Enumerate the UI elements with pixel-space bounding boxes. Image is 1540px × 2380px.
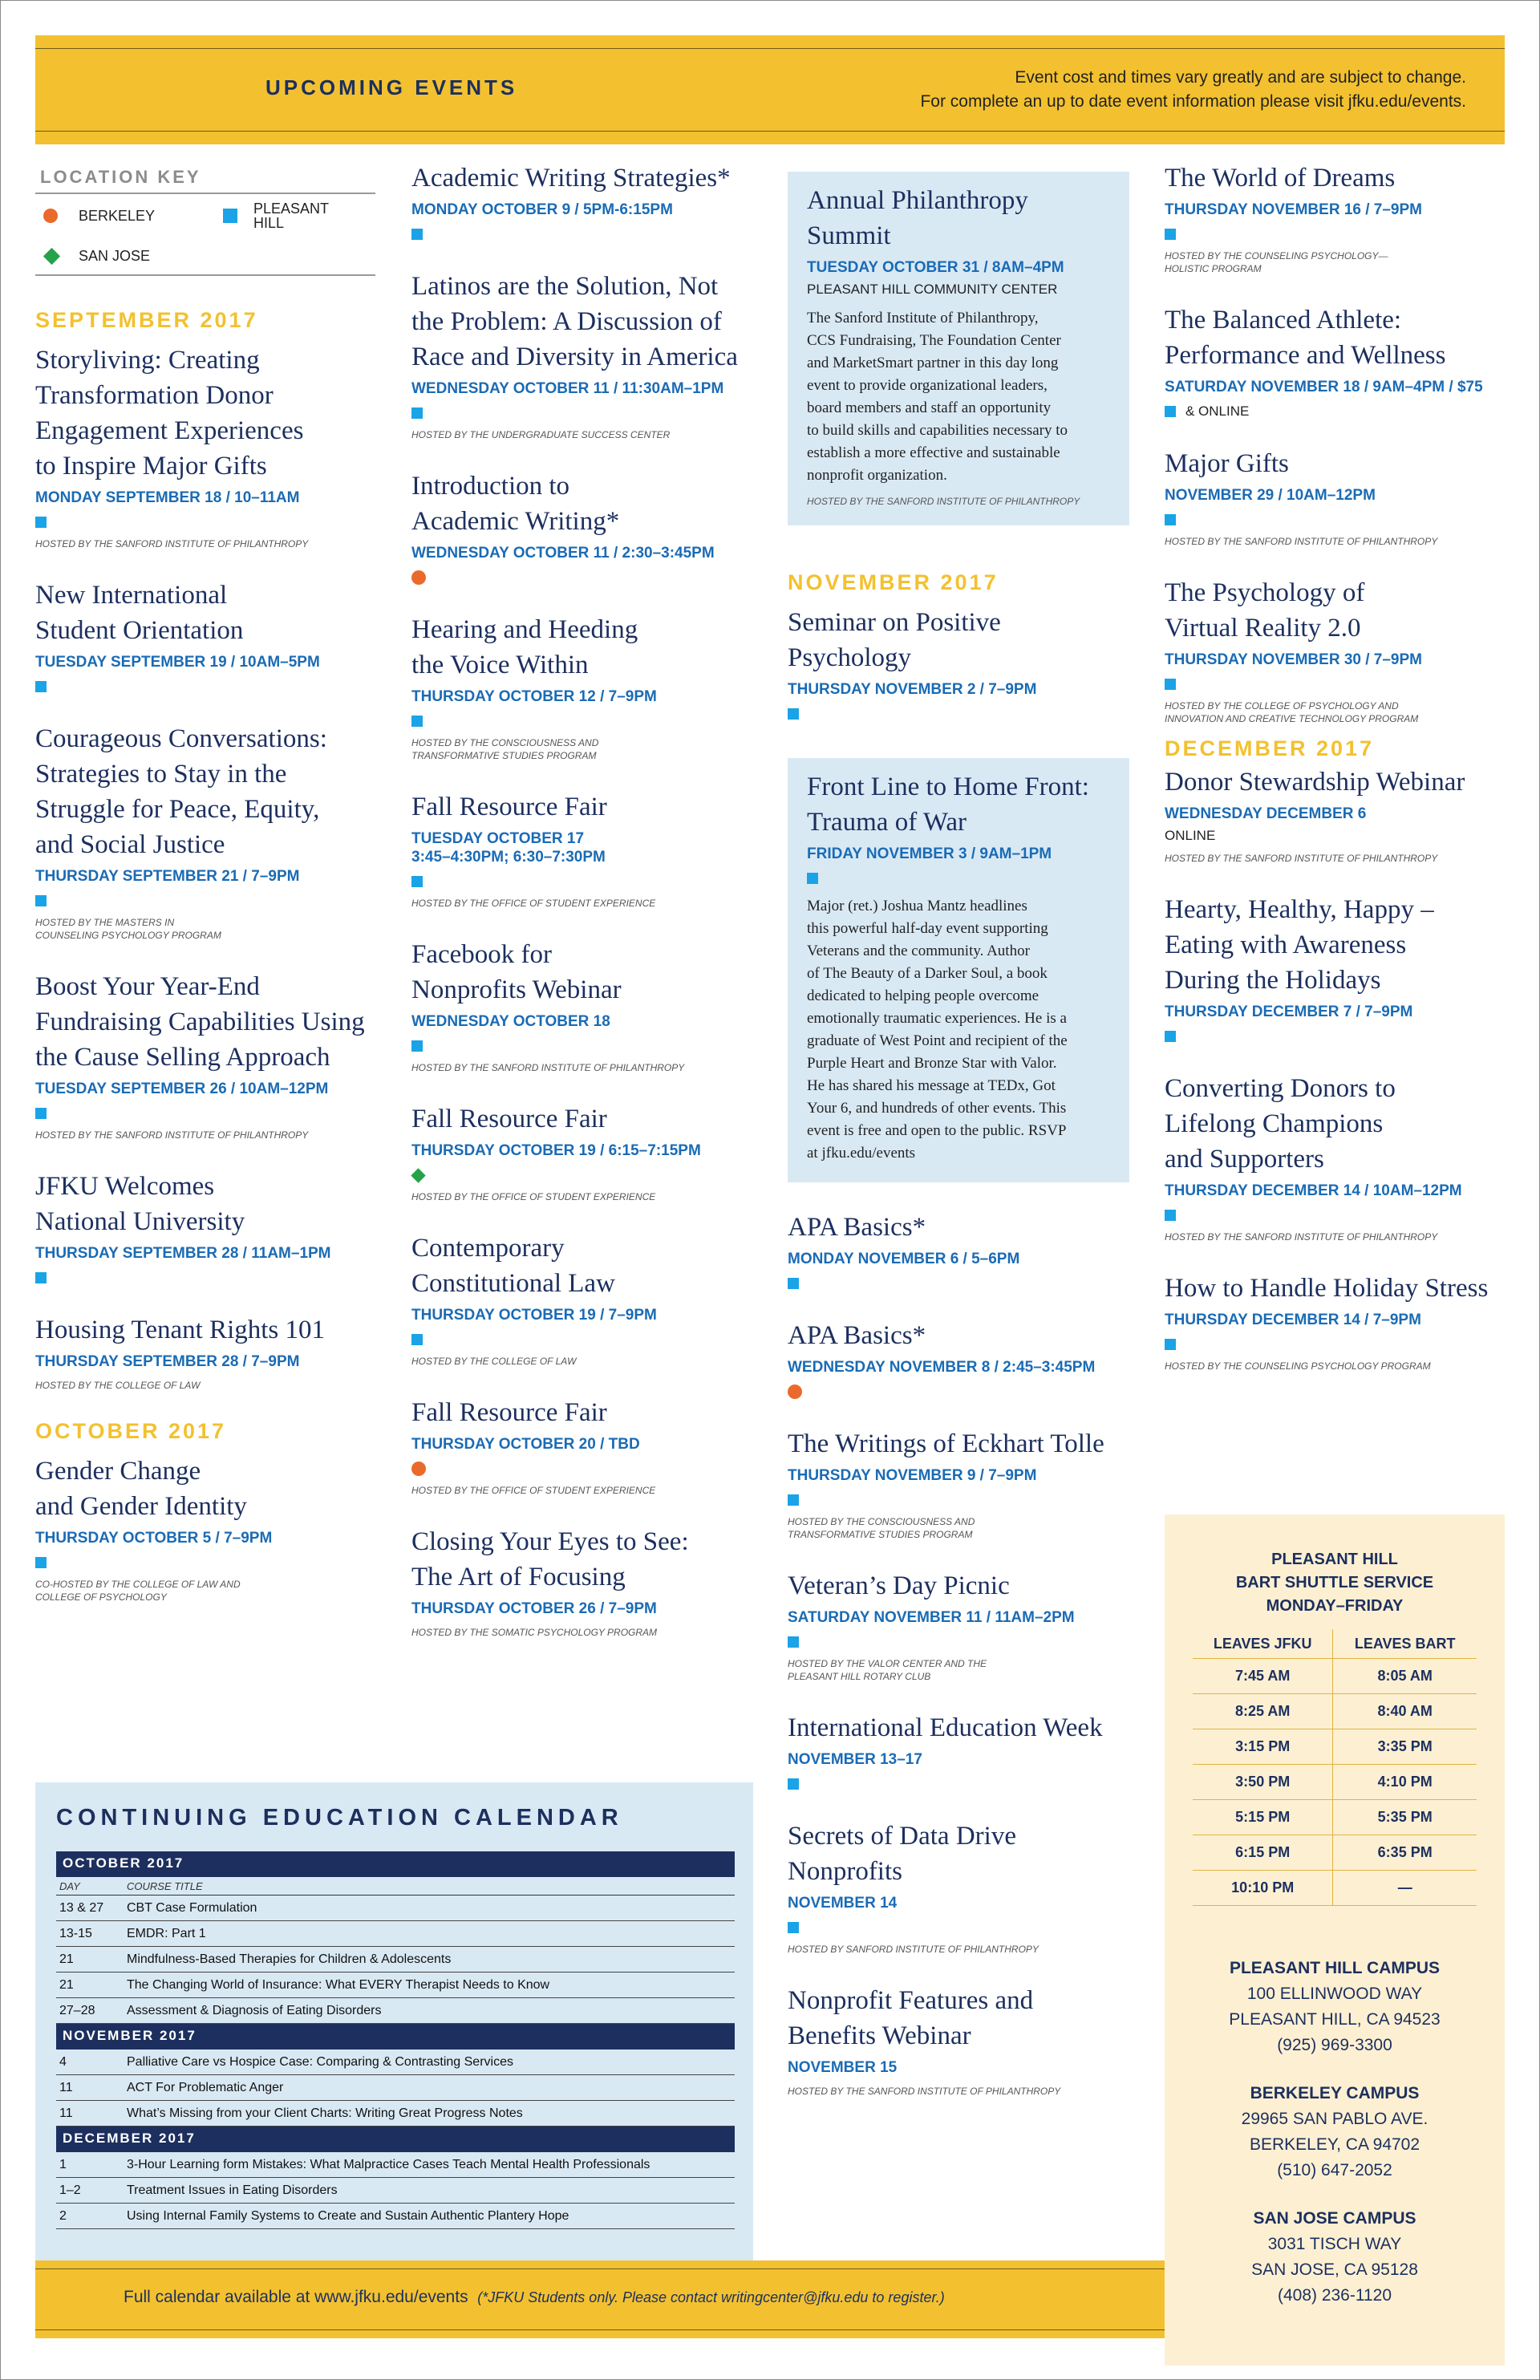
event-title: The World of Dreams — [1165, 164, 1396, 193]
event-item — [35, 1312, 388, 1392]
table-row — [1193, 1835, 1477, 1871]
event-host: HOSTED BY THE UNDERGRADUATE SUCCESS CENTER — [411, 429, 671, 440]
event-host: HOSTED BY THE SANFORD INSTITUTE OF PHILANTHROPY — [1165, 853, 1438, 864]
event-title: Fall Resource Fair — [411, 793, 607, 821]
table-row — [56, 2050, 735, 2075]
event-title: Veteran’s Day Picnic — [788, 1571, 1010, 1600]
event-title: Boost Your Year-End Fundraising Capabilities Using the Cause Selling Approach — [35, 972, 365, 1072]
event-title: The Writings of Eckhart Tolle — [788, 1429, 1104, 1458]
leaves-bart-time: 4:10 PM — [1333, 1765, 1477, 1800]
course-day: 21 — [59, 1952, 74, 1966]
table-row — [1193, 1800, 1477, 1835]
event-title: Facebook for Nonprofits Webinar — [411, 940, 622, 1004]
event-item — [1165, 1071, 1505, 1243]
events-column-2 — [411, 160, 764, 1666]
pleasant-hill-icon — [411, 407, 423, 419]
pleasant-hill-icon — [788, 1636, 799, 1648]
event-date: THURSDAY DECEMBER 14 / 10AM–12PM — [1165, 1182, 1462, 1199]
course-day: 13 & 27 — [59, 1900, 104, 1915]
event-date: THURSDAY SEPTEMBER 28 / 7–9PM — [35, 1353, 300, 1370]
pleasant-hill-icon — [35, 1108, 47, 1119]
leaves-bart-time: 8:40 AM — [1333, 1694, 1477, 1729]
event-title: Secrets of Data Drive Nonprofits — [788, 1822, 1016, 1886]
event-date: WEDNESDAY OCTOBER 18 — [411, 1013, 610, 1030]
event-item — [411, 937, 764, 1074]
event-host: HOSTED BY THE CONSCIOUSNESS AND TRANSFORMATIVE STUDIES PROGRAM — [411, 737, 599, 761]
event-host: HOSTED BY THE COLLEGE OF LAW — [411, 1356, 577, 1367]
event-title: APA Basics* — [788, 1213, 926, 1242]
course-title: What’s Missing from your Client Charts: Writing Great Progress Notes — [127, 2106, 523, 2120]
event-date: SATURDAY NOVEMBER 11 / 11AM–2PM — [788, 1609, 1075, 1626]
table-row — [1193, 1871, 1477, 1906]
event-host: HOSTED BY THE OFFICE OF STUDENT EXPERIENCE — [411, 898, 656, 909]
online-label: & ONLINE — [1185, 403, 1250, 419]
table-row — [1193, 1729, 1477, 1765]
event-date: NOVEMBER 14 — [788, 1895, 898, 1912]
event-item — [788, 1426, 1129, 1541]
event-venue: ONLINE — [1165, 828, 1216, 843]
header-bar — [35, 35, 1505, 144]
event-date: SATURDAY NOVEMBER 18 / 9AM–4PM / $75 — [1165, 379, 1483, 395]
leaves-jfku-time: 5:15 PM — [1193, 1800, 1333, 1835]
event-date: THURSDAY OCTOBER 20 / TBD — [411, 1436, 640, 1453]
footer-text — [124, 2288, 945, 2307]
event-date: THURSDAY OCTOBER 26 / 7–9PM — [411, 1600, 657, 1617]
event-item — [411, 468, 764, 585]
pleasant-hill-icon — [807, 873, 818, 884]
course-title: Treatment Issues in Eating Disorders — [127, 2183, 338, 2197]
table-row — [56, 1921, 735, 1947]
course-day: 11 — [59, 2106, 73, 2120]
event-title: Hearing and Heeding the Voice Within — [411, 615, 638, 679]
pleasant-hill-icon — [788, 1922, 799, 1933]
table-row — [56, 1895, 735, 1921]
berkeley-label: BERKELEY — [79, 207, 156, 224]
calendar-link[interactable]: Full calendar available at www.jfku.edu/events — [124, 2288, 468, 2306]
pleasant-hill-icon — [411, 229, 423, 240]
pleasant-hill-icon — [788, 1778, 799, 1790]
pleasant-hill-icon — [1165, 406, 1176, 417]
event-host: HOSTED BY THE SOMATIC PSYCHOLOGY PROGRAM — [411, 1627, 658, 1638]
event-item — [411, 1395, 764, 1497]
course-day: 13-15 — [59, 1926, 92, 1940]
event-host: HOSTED BY THE VALOR CENTER AND THE PLEASANT HILL ROTARY CLUB — [788, 1658, 987, 1682]
campus-address: SAN JOSE CAMPUS 3031 TISCH WAY SAN JOSE, CA 95128 (408) 236-1120 — [1165, 2206, 1505, 2309]
pleasant-hill-icon — [411, 1334, 423, 1345]
pleasant-hill-icon — [788, 1278, 799, 1289]
event-date: NOVEMBER 13–17 — [788, 1751, 922, 1768]
event-item — [411, 1101, 764, 1203]
location-key-title: LOCATION KEY — [35, 160, 375, 194]
month-heading: SEPTEMBER 2017 — [35, 308, 258, 332]
divider — [35, 2329, 1165, 2330]
berkeley-icon — [411, 570, 426, 585]
event-date: MONDAY OCTOBER 9 / 5PM-6:15PM — [411, 201, 673, 218]
event-title: Fall Resource Fair — [411, 1398, 607, 1427]
pleasant-hill-icon — [35, 895, 47, 906]
event-title: Annual Philanthropy Summit — [807, 186, 1028, 250]
event-item — [1165, 160, 1505, 275]
table-header-row — [1193, 1629, 1477, 1659]
event-date: WEDNESDAY OCTOBER 11 / 2:30–3:45PM — [411, 545, 715, 562]
event-date: THURSDAY NOVEMBER 2 / 7–9PM — [788, 681, 1037, 698]
featured-event-box — [788, 758, 1129, 1182]
event-item — [411, 1231, 764, 1368]
event-date: THURSDAY OCTOBER 19 / 7–9PM — [411, 1307, 657, 1324]
pleasant-hill-icon — [1165, 679, 1176, 690]
event-title: The Psychology of Virtual Reality 2.0 — [1165, 578, 1365, 643]
berkeley-icon — [411, 1462, 426, 1476]
event-title: How to Handle Holiday Stress — [1165, 1274, 1489, 1303]
month-heading: DECEMBER 2017 — [1165, 736, 1375, 760]
event-date: TUESDAY OCTOBER 31 / 8AM–4PM — [807, 259, 1064, 276]
course-day: 27–28 — [59, 2003, 95, 2017]
event-item — [411, 1524, 764, 1639]
event-item — [35, 969, 388, 1141]
event-description: Major (ret.) Joshua Mantz headlines this powerful half-day event supporting Veterans and the community. Author of The Beauty of a Darker Soul, a book dedicated to helping people overcome emotionally traumatic experiences. He is a graduate of West Point and recipient of the Purple Heart and Bronze Star with Valor. He has shared his message at TEDx, Got Your 6, and hundreds of other events. This event is free and open to the public. RSVP at jfku.edu/events — [807, 898, 1068, 1162]
pleasant-hill-icon — [411, 876, 423, 887]
event-date: NOVEMBER 15 — [788, 2059, 898, 2076]
event-host: HOSTED BY THE COLLEGE OF LAW — [35, 1380, 201, 1391]
event-item — [35, 721, 388, 942]
event-date: THURSDAY OCTOBER 12 / 7–9PM — [411, 688, 657, 705]
divider — [35, 131, 1505, 132]
table-row — [56, 2178, 735, 2204]
continuing-education-calendar — [35, 1782, 753, 2260]
divider — [35, 48, 1505, 49]
event-venue: PLEASANT HILL COMMUNITY CENTER — [807, 282, 1058, 297]
event-item — [1165, 1271, 1505, 1372]
event-date: THURSDAY SEPTEMBER 28 / 11AM–1PM — [35, 1245, 331, 1262]
campus-address: PLEASANT HILL CAMPUS 100 ELLINWOOD WAY PLEASANT HILL, CA 94523 (925) 969-3300 — [1165, 1956, 1505, 2058]
course-title: Palliative Care vs Hospice Case: Comparing & Contrasting Services — [127, 2054, 513, 2069]
course-day: 1 — [59, 2157, 67, 2171]
event-date: THURSDAY NOVEMBER 16 / 7–9PM — [1165, 201, 1422, 218]
event-date: NOVEMBER 29 / 10AM–12PM — [1165, 487, 1376, 504]
campus-name: PLEASANT HILL CAMPUS — [1229, 1959, 1441, 1977]
shuttle-title: PLEASANT HILL BART SHUTTLE SERVICE MONDAY–FRIDAY — [1235, 1551, 1434, 1615]
event-host: HOSTED BY THE COUNSELING PSYCHOLOGY PROGRAM — [1165, 1360, 1431, 1372]
pleasant-hill-icon — [35, 517, 47, 528]
column-header: LEAVES BART — [1333, 1629, 1477, 1659]
event-title: Seminar on Positive Psychology — [788, 608, 1001, 672]
calendar-table — [56, 1851, 735, 2229]
events-column-3 — [788, 172, 1129, 2125]
event-title: Front Line to Home Front: Trauma of War — [807, 772, 1089, 837]
event-host: HOSTED BY THE SANFORD INSTITUTE OF PHILANTHROPY — [35, 538, 309, 549]
event-date: WEDNESDAY DECEMBER 6 — [1165, 805, 1367, 822]
campus-address: BERKELEY CAMPUS 29965 SAN PABLO AVE. BERKELEY, CA 94702 (510) 647-2052 — [1165, 2081, 1505, 2183]
leaves-jfku-time: 3:50 PM — [1193, 1765, 1333, 1800]
event-item — [1165, 575, 1505, 725]
event-title: Hearty, Healthy, Happy – Eating with Awareness During the Holidays — [1165, 895, 1434, 995]
pleasant-hill-icon — [1165, 1210, 1176, 1221]
leaves-jfku-time: 3:15 PM — [1193, 1729, 1333, 1765]
event-title: Contemporary Constitutional Law — [411, 1234, 615, 1298]
table-row — [56, 1947, 735, 1973]
event-title: Closing Your Eyes to See: The Art of Focusing — [411, 1527, 689, 1591]
calendar-column-header: DAY COURSE TITLE — [56, 1877, 735, 1895]
page-title: UPCOMING EVENTS — [265, 75, 518, 99]
table-row — [1193, 1694, 1477, 1729]
event-title: New International Student Orientation — [35, 581, 244, 645]
pleasant-hill-icon — [35, 681, 47, 692]
pleasant-hill-icon — [1165, 1031, 1176, 1042]
event-host: HOSTED BY THE OFFICE OF STUDENT EXPERIENCE — [411, 1485, 656, 1496]
course-title: 3-Hour Learning form Mistakes: What Malpractice Cases Teach Mental Health Professionals — [127, 2157, 650, 2171]
leaves-jfku-time: 7:45 AM — [1193, 1659, 1333, 1694]
leaves-bart-time: 5:35 PM — [1333, 1800, 1477, 1835]
event-title: Housing Tenant Rights 101 — [35, 1316, 326, 1344]
campus-name: BERKELEY CAMPUS — [1250, 2084, 1420, 2102]
event-item — [807, 769, 1110, 1165]
event-title: Storyliving: Creating Transformation Donor Engagement Experiences to Inspire Major Gifts — [35, 346, 304, 480]
calendar-title: CONTINUING EDUCATION CALENDAR — [56, 1805, 623, 1831]
event-host: HOSTED BY THE SANFORD INSTITUTE OF PHILANTHROPY — [807, 496, 1080, 507]
header-note: Event cost and times vary greatly and are subject to change. For complete an up to date event information please visit jfku.edu/events. — [920, 68, 1466, 111]
event-date: THURSDAY OCTOBER 5 / 7–9PM — [35, 1530, 273, 1547]
event-date: THURSDAY DECEMBER 7 / 7–9PM — [1165, 1003, 1413, 1020]
event-title: Donor Stewardship Webinar — [1165, 768, 1465, 797]
event-item — [788, 605, 1129, 721]
event-host: HOSTED BY THE SANFORD INSTITUTE OF PHILANTHROPY — [35, 1129, 309, 1141]
leaves-bart-time: 3:35 PM — [1333, 1729, 1477, 1765]
leaves-bart-time: 8:05 AM — [1333, 1659, 1477, 1694]
pleasant-hill-icon — [411, 716, 423, 727]
event-host: HOSTED BY THE SANFORD INSTITUTE OF PHILANTHROPY — [1165, 536, 1438, 547]
calendar-month-header: DECEMBER 2017 — [56, 2127, 735, 2152]
table-row — [1193, 1765, 1477, 1800]
event-host: HOSTED BY THE SANFORD INSTITUTE OF PHILANTHROPY — [411, 1062, 685, 1073]
event-item — [788, 1818, 1129, 1956]
event-date: THURSDAY NOVEMBER 9 / 7–9PM — [788, 1467, 1037, 1484]
table-row — [1193, 1659, 1477, 1694]
event-item — [788, 1210, 1129, 1291]
event-date: MONDAY NOVEMBER 6 / 5–6PM — [788, 1251, 1020, 1267]
event-item — [35, 1169, 388, 1285]
pleasant-hill-icon — [35, 1557, 47, 1568]
course-day: 2 — [59, 2208, 67, 2223]
event-host: CO-HOSTED BY THE COLLEGE OF LAW AND COLLEGE OF PSYCHOLOGY — [35, 1579, 241, 1603]
course-title: ACT For Problematic Anger — [127, 2080, 284, 2094]
course-day: 4 — [59, 2054, 67, 2069]
event-host: HOSTED BY THE COUNSELING PSYCHOLOGY— HOLISTIC PROGRAM — [1165, 250, 1388, 274]
event-host: HOSTED BY THE SANFORD INSTITUTE OF PHILANTHROPY — [1165, 1231, 1438, 1243]
event-item — [788, 1318, 1129, 1399]
pleasant-hill-icon — [788, 1494, 799, 1506]
event-date: FRIDAY NOVEMBER 3 / 9AM–1PM — [807, 845, 1052, 862]
event-item — [35, 343, 388, 550]
event-date: WEDNESDAY OCTOBER 11 / 11:30AM–1PM — [411, 380, 724, 397]
table-row — [56, 2075, 735, 2101]
pleasant-hill-label: PLEASANT HILL — [253, 201, 330, 231]
event-title: JFKU Welcomes National University — [35, 1172, 245, 1236]
calendar-month-header: OCTOBER 2017 — [56, 1851, 735, 1877]
event-item — [1165, 892, 1505, 1044]
pleasant-hill-icon — [223, 209, 237, 223]
san-jose-icon — [43, 247, 60, 264]
course-day: 21 — [59, 1977, 74, 1992]
course-day: 1–2 — [59, 2183, 81, 2197]
event-title: Fall Resource Fair — [411, 1105, 607, 1133]
campus-name: SAN JOSE CAMPUS — [1253, 2209, 1416, 2228]
table-row — [56, 2101, 735, 2127]
leaves-jfku-time: 8:25 AM — [1193, 1694, 1333, 1729]
berkeley-icon — [788, 1385, 802, 1399]
leaves-bart-time: — — [1333, 1871, 1477, 1906]
event-title: Courageous Conversations: Strategies to Stay in the Struggle for Peace, Equity, and Social Justice — [35, 724, 327, 859]
event-item — [411, 612, 764, 762]
event-host: HOSTED BY THE OFFICE OF STUDENT EXPERIENCE — [411, 1191, 656, 1202]
table-row — [56, 2152, 735, 2178]
event-title: Gender Change and Gender Identity — [35, 1457, 247, 1521]
event-host: HOSTED BY SANFORD INSTITUTE OF PHILANTHROPY — [788, 1944, 1039, 1955]
shuttle-schedule-table — [1193, 1629, 1477, 1906]
column-header: LEAVES JFKU — [1193, 1629, 1333, 1659]
event-date: TUESDAY OCTOBER 17 3:45–4:30PM; 6:30–7:30PM — [411, 830, 606, 866]
calendar-month-header: NOVEMBER 2017 — [56, 2024, 735, 2050]
event-item — [788, 1568, 1129, 1683]
featured-event-box — [788, 172, 1129, 525]
course-title: The Changing World of Insurance: What EVERY Therapist Needs to Know — [127, 1977, 550, 1992]
leaves-jfku-time: 10:10 PM — [1193, 1871, 1333, 1906]
event-title: International Education Week — [788, 1713, 1103, 1742]
event-date: THURSDAY SEPTEMBER 21 / 7–9PM — [35, 868, 300, 885]
month-heading: NOVEMBER 2017 — [788, 570, 999, 594]
pleasant-hill-icon — [1165, 1339, 1176, 1350]
shuttle-panel — [1165, 1514, 1505, 2366]
event-title: Academic Writing Strategies* — [411, 164, 731, 193]
event-date: TUESDAY SEPTEMBER 26 / 10AM–12PM — [35, 1081, 329, 1097]
event-title: Nonprofit Features and Benefits Webinar — [788, 1986, 1034, 2050]
event-item — [35, 1454, 388, 1604]
event-date: THURSDAY NOVEMBER 30 / 7–9PM — [1165, 651, 1422, 668]
event-item — [1165, 764, 1505, 865]
pleasant-hill-icon — [35, 1272, 47, 1283]
event-title: Introduction to Academic Writing* — [411, 472, 620, 536]
event-host: HOSTED BY THE COLLEGE OF PSYCHOLOGY AND INNOVATION AND CREATIVE TECHNOLOGY PROGRAM — [1165, 700, 1419, 724]
location-key — [35, 160, 375, 276]
event-item — [807, 183, 1110, 508]
table-row — [56, 1998, 735, 2024]
event-date: TUESDAY SEPTEMBER 19 / 10AM–5PM — [35, 654, 320, 671]
event-date: WEDNESDAY NOVEMBER 8 / 2:45–3:45PM — [788, 1359, 1096, 1376]
leaves-bart-time: 6:35 PM — [1333, 1835, 1477, 1871]
event-host: HOSTED BY THE CONSCIOUSNESS AND TRANSFORMATIVE STUDIES PROGRAM — [788, 1516, 975, 1540]
event-title: APA Basics* — [788, 1321, 926, 1350]
event-title: The Balanced Athlete: Performance and Wellness — [1165, 306, 1446, 370]
course-title: Using Internal Family Systems to Create and Sustain Authentic Plantery Hope — [127, 2208, 569, 2223]
pleasant-hill-icon — [788, 708, 799, 720]
event-item — [1165, 302, 1505, 419]
leaves-jfku-time: 6:15 PM — [1193, 1835, 1333, 1871]
san-jose-label: SAN JOSE — [79, 247, 151, 264]
event-date: MONDAY SEPTEMBER 18 / 10–11AM — [35, 489, 300, 506]
events-column-1 — [35, 160, 388, 1631]
event-item — [788, 1710, 1129, 1791]
course-title: EMDR: Part 1 — [127, 1926, 206, 1940]
event-item — [411, 160, 764, 241]
berkeley-icon — [43, 209, 58, 223]
pleasant-hill-icon — [411, 1040, 423, 1052]
table-row — [56, 2204, 735, 2229]
event-item — [788, 1983, 1129, 2098]
table-row — [56, 1973, 735, 1998]
course-day: 11 — [59, 2080, 73, 2094]
event-title: Major Gifts — [1165, 449, 1289, 478]
event-date: THURSDAY DECEMBER 14 / 7–9PM — [1165, 1312, 1421, 1328]
course-title: Mindfulness-Based Therapies for Children & Adolescents — [127, 1952, 452, 1966]
event-title: Latinos are the Solution, Not the Problem: A Discussion of Race and Diversity in America — [411, 272, 738, 371]
course-title: CBT Case Formulation — [127, 1900, 257, 1915]
event-title: Converting Donors to Lifelong Champions and Supporters — [1165, 1074, 1396, 1174]
event-host: HOSTED BY THE MASTERS IN COUNSELING PSYCHOLOGY PROGRAM — [35, 917, 221, 941]
event-description: The Sanford Institute of Philanthropy, CCS Fundraising, The Foundation Center and MarketSmart partner in this day long event to provide organizational leaders, board members and staff an opportunity to build skills and capabilities necessary to establish a more effective and sustainable nonprofit organization. — [807, 310, 1068, 484]
event-date: THURSDAY OCTOBER 19 / 6:15–7:15PM — [411, 1142, 701, 1159]
events-column-4 — [1165, 160, 1505, 1400]
event-item — [1165, 446, 1505, 548]
event-host: HOSTED BY THE SANFORD INSTITUTE OF PHILANTHROPY — [788, 2086, 1061, 2097]
event-item — [35, 578, 388, 694]
pleasant-hill-icon — [1165, 514, 1176, 525]
footer-bar — [35, 2260, 1165, 2338]
footer-note: (*JFKU Students only. Please contact writingcenter@jfku.edu to register.) — [477, 2289, 945, 2305]
course-title: Assessment & Diagnosis of Eating Disorders — [127, 2003, 382, 2017]
event-item — [411, 789, 764, 910]
san-jose-icon — [411, 1168, 425, 1182]
pleasant-hill-icon — [1165, 229, 1176, 240]
month-heading: OCTOBER 2017 — [35, 1419, 227, 1443]
event-item — [411, 269, 764, 441]
